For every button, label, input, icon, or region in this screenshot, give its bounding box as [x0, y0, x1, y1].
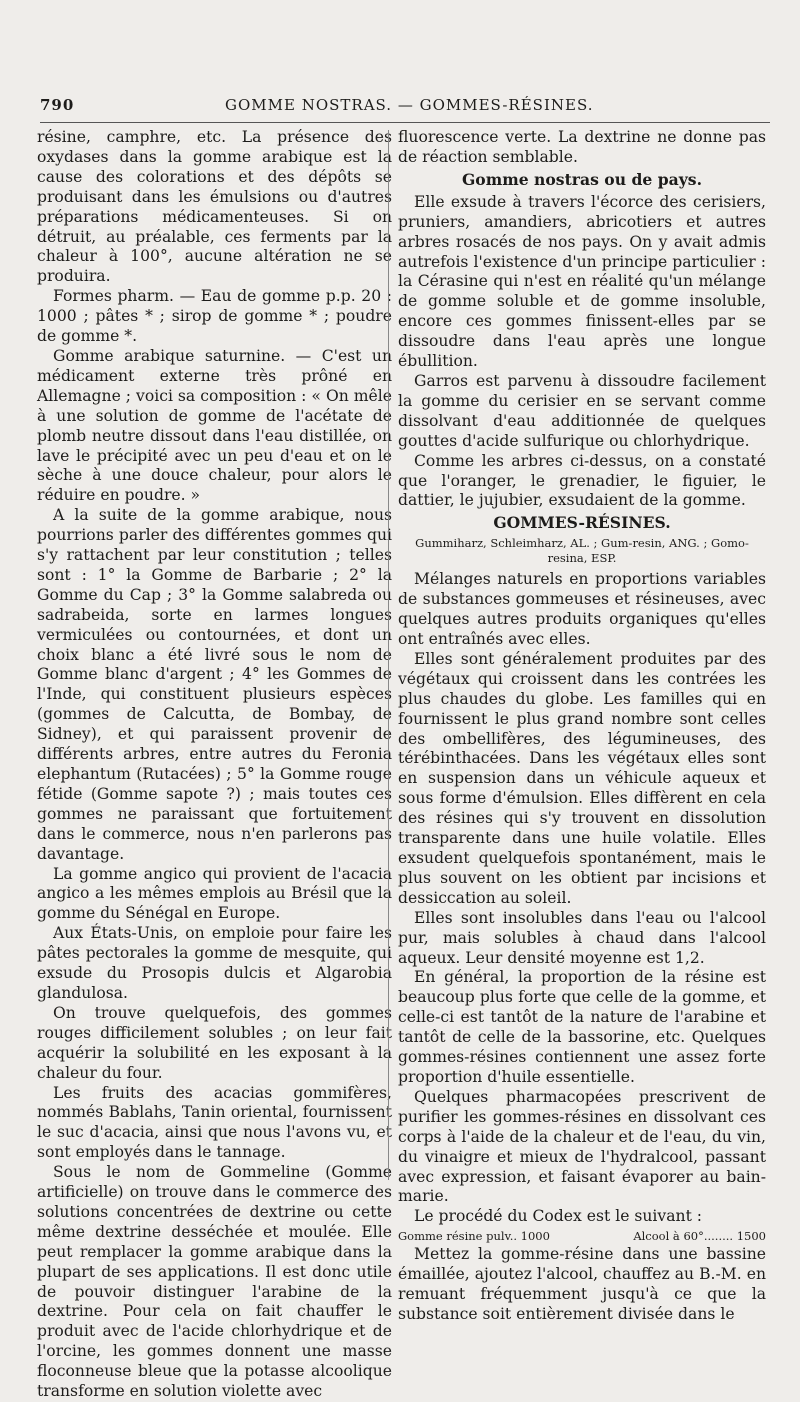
section-heading-gomme-nostras: Gomme nostras ou de pays. [461, 169, 702, 189]
left-column [37, 128, 392, 1402]
paragraph: Quelques pharmacopées prescrivent de purifier les gommes-résines en dissolvant ces corps à l'aide de la chaleur et de l'eau, du vin, du vinaigre et mieux de l'hydralcool, passant avec expression, et faisant évaporer au bain-marie. [398, 1087, 766, 1206]
paragraph: En général, la proportion de la résine est beaucoup plus forte que celle de la gomme, et celle-ci est tantôt de la nature de l'arabine et tantôt de celle de la bassorine, etc. Quelques gommes-résines contiennent une assez forte proportion d'huile essentielle. [398, 968, 766, 1086]
paragraph: Mettez la gomme-résine dans une bassine émaillée, ajoutez l'alcool, chauffez au B.-M. en remuant fréquemment jusqu'à ce que la substance soit entièrement divisée dans le [398, 1245, 766, 1323]
right-column [398, 128, 766, 1325]
paragraph: Mélanges naturels en proportions variables de substances gommeuses et résineuses, avec quelques autres produits organiques qu'elles ont entraînés avec elles. [398, 570, 766, 649]
paragraph: Les fruits des acacias gommifères, nommés Bablahs, Tanin oriental, fournissent le suc d'acacia, ainsi que nous l'avons vu, et sont employés dans le tannage. [37, 1083, 392, 1162]
header-rule [40, 122, 770, 123]
paragraph: résine, camphre, etc. La présence des oxydases dans la gomme arabique est la cause des colorations et des dépôts se produisant dans les émulsions ou d'autres préparations médicamenteuses. Si on détruit, au préalable, ces ferments par la chaleur à 100°, aucune altération ne se produira. [37, 128, 392, 286]
paragraph: Comme les arbres ci-dessus, on a constaté que l'oranger, le grenadier, le figuier, le dattier, le jujubier, exsudaient de la gomme. [398, 451, 766, 510]
paragraph: Elles sont généralement produites par des végétaux qui croissent dans les contrées les plus chaudes du globe. Les familles qui en fournissent le plus grand nombre sont celles des ombellifères, des légumineuses, des térébinthacées. Dans les végétaux elles sont en suspension dans un véhicule aqueux et sous forme d'émulsion. Elles diffèrent en cela des résines qui s'y trouvent en dissolution transparente dans une huile volatile. Elles exsudent quelquefois spontanément, mais le plus souvent on les obtient par incisions et dessiccation au soleil. [398, 649, 766, 907]
section-heading-gommes-resines: GOMMES-RÉSINES. [493, 513, 671, 533]
paragraph: Garros est parvenu à dissoudre facilement la gomme du cerisier en se servant comme dissolvant d'eau additionnée de quelques gouttes d'acide sulfurique ou chlorhydrique. [398, 371, 766, 450]
paragraph: A la suite de la gomme arabique, nous pourrions parler des différentes gommes qui s'y rattachent par leur constitution ; telles sont : 1° la Gomme de Barbarie ; 2° la Gomme du Cap ; 3° la Gomme salabreda ou sadrabeida, sorte en larmes longues vermiculées ou contournées, et dont un choix blanc a été livré sous le nom de Gomme blanc d'argent ; 4° les Gommes de l'Inde, qui constituent plusieurs espèces (gommes de Calcutta, de Bombay, de Sidney), et qui paraissent provenir de différents arbres, entre autres du Feronia elephantum (Rutacées) ; 5° la Gomme rouge fétide (Gomme sapote ?) ; mais toutes ces gommes ne paraissant que fortuitement dans le commerce, nous n'en parlerons pas davantage. [37, 506, 392, 863]
paragraph: Formes pharm. — Eau de gomme p.p. 20 : 1000 ; pâtes * ; sirop de gomme * ; poudre de gomme *. [37, 287, 392, 346]
paragraph: Elles sont insolubles dans l'eau ou l'alcool pur, mais solubles à chaud dans l'alcool aqueux. Leur densité moyenne est 1,2. [398, 908, 766, 967]
paragraph: Gomme arabique saturnine. — C'est un médicament externe très prôné en Allemagne ; voici sa composition : « On mêle à une solution de gomme de l'acétate de plomb neutre dissout dans l'eau distillée, on lave le précipité avec un peu d'eau et on le sèche à une douce chaleur, pour alors le réduire en poudre. » [37, 346, 392, 505]
recipe-line [398, 1227, 766, 1245]
paragraph: Le procédé du Codex est le suivant : [414, 1207, 703, 1226]
recipe-ingredient: Gomme résine pulv.. 1000 [398, 1229, 550, 1244]
running-title: GOMME NOSTRAS. — GOMMES-RÉSINES. [225, 96, 594, 114]
synonyms-line: Gummiharz, Schleimharz, AL. ; Gum-resin, ANG. ; Gomo-resina, ESP. [415, 536, 749, 566]
page-number: 790 [40, 96, 75, 114]
paragraph: On trouve quelquefois, des gommes rouges difficilement solubles ; on leur fait acquérir la solubilité en les exposant à la chaleur du four. [37, 1003, 392, 1082]
paragraph: La gomme angico qui provient de l'acacia angico a les mêmes emplois au Brésil que la gomme du Sénégal en Europe. [37, 864, 392, 923]
paragraph: fluorescence verte. La dextrine ne donne pas de réaction semblable. [398, 128, 766, 166]
recipe-ingredient: Alcool à 60°........ 1500 [633, 1229, 766, 1244]
paragraph: Elle exsude à travers l'écorce des cerisiers, pruniers, amandiers, abricotiers et autres arbres rosacés de nos pays. On y avait admis autrefois l'existence d'un principe particulier : la Cérasine qui n'est en réalité qu'un mélange de gomme soluble et de gomme insoluble, encore ces gommes finissent-elles par se dissoudre dans l'eau après une longue ébullition. [398, 192, 766, 371]
paragraph: Aux États-Unis, on emploie pour faire les pâtes pectorales la gomme de mesquite, qui exsude du Prosopis dulcis et Algarobia glandulosa. [37, 924, 392, 1002]
page-header [40, 96, 770, 120]
paragraph: Sous le nom de Gommeline (Gomme artificielle) on trouve dans le commerce des solutions concentrées de dextrine ou cette même dextrine desséchée et moulée. Elle peut remplacer la gomme arabique dans la plupart de ses applications. Il est donc utile de pouvoir distinguer l'arabine de la dextrine. Pour cela on fait chauffer le produit avec de l'acide chlorhydrique et de l'orcine, les gommes donnent une masse floconneuse bleue que la potasse alcoolique transforme en solution violette avec [37, 1163, 392, 1401]
column-divider [388, 130, 389, 1180]
